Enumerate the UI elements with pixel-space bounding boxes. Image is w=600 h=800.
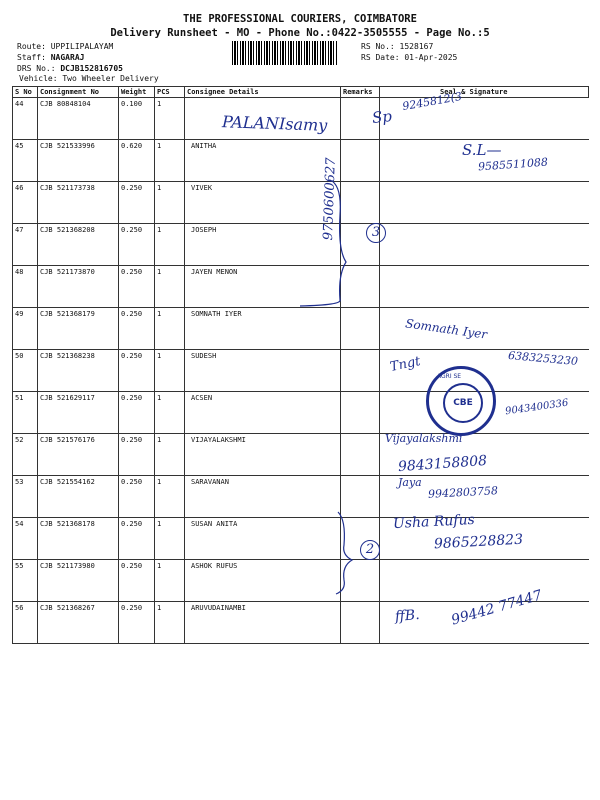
- brace-54-55: [336, 512, 352, 594]
- cell-consignment-no: CJB 521368267: [38, 602, 119, 644]
- cell-consignment-no: CJB 521629117: [38, 392, 119, 434]
- cell-weight: 0.250: [119, 434, 155, 476]
- cell-consignment-no: CJB 80848104: [38, 98, 119, 140]
- cell-pcs: 1: [155, 98, 185, 140]
- cell-weight: 0.250: [119, 476, 155, 518]
- cell-consignee: SARAVANAN: [185, 476, 341, 518]
- rs-no-value: 1528167: [399, 42, 434, 51]
- cell-sno: 53: [13, 476, 38, 518]
- handwriting-phone-44: 9245812(3: [401, 89, 463, 114]
- handwriting-palanisamy: PALANIsamy: [221, 112, 328, 135]
- handwriting-phone-54: 9865228823: [433, 531, 524, 553]
- col-consignment: Consignment No: [38, 87, 119, 98]
- cell-sno: 45: [13, 140, 38, 182]
- cell-consignment-no: CJB 521173738: [38, 182, 119, 224]
- cell-weight: 0.250: [119, 182, 155, 224]
- rs-date-label: RS Date:: [361, 53, 400, 62]
- cell-weight: 0.250: [119, 392, 155, 434]
- cell-consignment-no: CJB 521576176: [38, 434, 119, 476]
- handwriting-phone-52: 9843158808: [397, 452, 488, 476]
- signature-53: Jaya: [398, 476, 422, 489]
- cell-pcs: 1: [155, 392, 185, 434]
- brace-46-49: [300, 180, 346, 306]
- cell-consignee: ANITHA: [185, 140, 341, 182]
- handwriting-brace-2: 2: [360, 540, 380, 560]
- col-sno: S No: [13, 87, 38, 98]
- vehicle-label: Vehicle:: [19, 74, 58, 83]
- stamp-ring-text: AGRI SE: [437, 373, 462, 380]
- signature-50: Tngt: [388, 353, 422, 376]
- cell-consignment-no: CJB 521368208: [38, 224, 119, 266]
- handwriting-phone-50: 6383253230: [507, 348, 579, 369]
- cell-weight: 0.250: [119, 602, 155, 644]
- cell-consignment-no: CJB 521554162: [38, 476, 119, 518]
- cell-pcs: 1: [155, 182, 185, 224]
- cell-pcs: 1: [155, 476, 185, 518]
- route-label: Route:: [17, 42, 46, 51]
- cell-consignee: VIJAYALAKSHMI: [185, 434, 341, 476]
- drs-label: DRS No.:: [17, 64, 56, 73]
- rs-date-value: 01-Apr-2025: [404, 53, 458, 62]
- handwriting-brace-3: 3: [366, 223, 386, 243]
- cell-weight: 0.250: [119, 266, 155, 308]
- cell-pcs: 1: [155, 140, 185, 182]
- cell-consignment-no: CJB 521533996: [38, 140, 119, 182]
- cell-sno: 47: [13, 224, 38, 266]
- company-title: THE PROFESSIONAL COURIERS, COIMBATORE: [183, 13, 417, 25]
- cell-sno: 51: [13, 392, 38, 434]
- col-signature: Seal & Signature: [380, 87, 589, 98]
- staff-value: NAGARAJ: [50, 53, 85, 62]
- cell-consignee: SUSAN ANITA: [185, 518, 341, 560]
- cell-pcs: 1: [155, 560, 185, 602]
- vehicle-value: Two Wheeler Delivery: [62, 74, 159, 83]
- cell-consignment-no: CJB 521173980: [38, 560, 119, 602]
- cell-sno: 55: [13, 560, 38, 602]
- cell-pcs: 1: [155, 518, 185, 560]
- handwriting-usha-rufus: Usha Rufus: [392, 511, 476, 533]
- cell-weight: 0.100: [119, 98, 155, 140]
- col-pcs: PCS: [155, 87, 185, 98]
- cell-weight: 0.250: [119, 350, 155, 392]
- stamp-center-text: CBE: [443, 383, 483, 423]
- cell-consignment-no: CJB 521173870: [38, 266, 119, 308]
- cell-weight: 0.250: [119, 308, 155, 350]
- cell-consignee: JOSEPH: [185, 224, 341, 266]
- handwriting-phone-53: 9942803758: [427, 484, 499, 501]
- drs-value: DCJB152816705: [60, 64, 123, 73]
- cell-pcs: 1: [155, 602, 185, 644]
- runsheet-subtitle: Delivery Runsheet - MO - Phone No.:0422-3505555 - Page No.:5: [110, 27, 490, 39]
- cell-consignment-no: CJB 521368238: [38, 350, 119, 392]
- cell-weight: 0.250: [119, 560, 155, 602]
- cell-sno: 56: [13, 602, 38, 644]
- handwriting-vertical-phone: 9750600627: [321, 157, 339, 241]
- cell-sno: 49: [13, 308, 38, 350]
- cell-consignee: ACSEN: [185, 392, 341, 434]
- col-remarks: Remarks: [341, 87, 380, 98]
- signature-56: ffB.: [394, 606, 421, 626]
- cell-weight: 0.620: [119, 140, 155, 182]
- cell-pcs: 1: [155, 434, 185, 476]
- staff-label: Staff:: [17, 53, 46, 62]
- col-weight: Weight: [119, 87, 155, 98]
- cell-sno: 48: [13, 266, 38, 308]
- handwriting-phone-45: 9585511088: [477, 155, 549, 174]
- route-value: UPPILIPALAYAM: [50, 42, 114, 51]
- handwriting-phone-56: 99442 77447: [449, 587, 544, 629]
- col-consignee: Consignee Details: [185, 87, 341, 98]
- signature-44: Sp: [371, 107, 393, 127]
- cell-consignment-no: CJB 521368178: [38, 518, 119, 560]
- handwriting-phone-51: 9043400336: [504, 397, 570, 418]
- cell-weight: 0.250: [119, 224, 155, 266]
- cell-consignee: ARUVUDAINAMBI: [185, 602, 341, 644]
- cell-pcs: 1: [155, 266, 185, 308]
- signature-45: S.L—: [462, 141, 502, 159]
- rs-no-label: RS No.:: [361, 42, 395, 51]
- handwriting-vijayalakshmi: Vijayalakshmi: [385, 432, 463, 445]
- cell-pcs: 1: [155, 308, 185, 350]
- cell-consignee: SOMNATH IYER: [185, 308, 341, 350]
- handwriting-somnath: Somnath Iyer: [404, 316, 489, 342]
- cell-pcs: 1: [155, 350, 185, 392]
- cell-sno: 54: [13, 518, 38, 560]
- cell-sno: 46: [13, 182, 38, 224]
- cell-consignee: VIVEK: [185, 182, 341, 224]
- cell-weight: 0.250: [119, 518, 155, 560]
- cell-sno: 50: [13, 350, 38, 392]
- cell-sno: 44: [13, 98, 38, 140]
- cell-consignee: JAYEN MENON: [185, 266, 341, 308]
- cell-consignee: SUDESH: [185, 350, 341, 392]
- cell-pcs: 1: [155, 224, 185, 266]
- cell-consignment-no: CJB 521368179: [38, 308, 119, 350]
- cell-sno: 52: [13, 434, 38, 476]
- cell-consignee: ASHOK RUFUS: [185, 560, 341, 602]
